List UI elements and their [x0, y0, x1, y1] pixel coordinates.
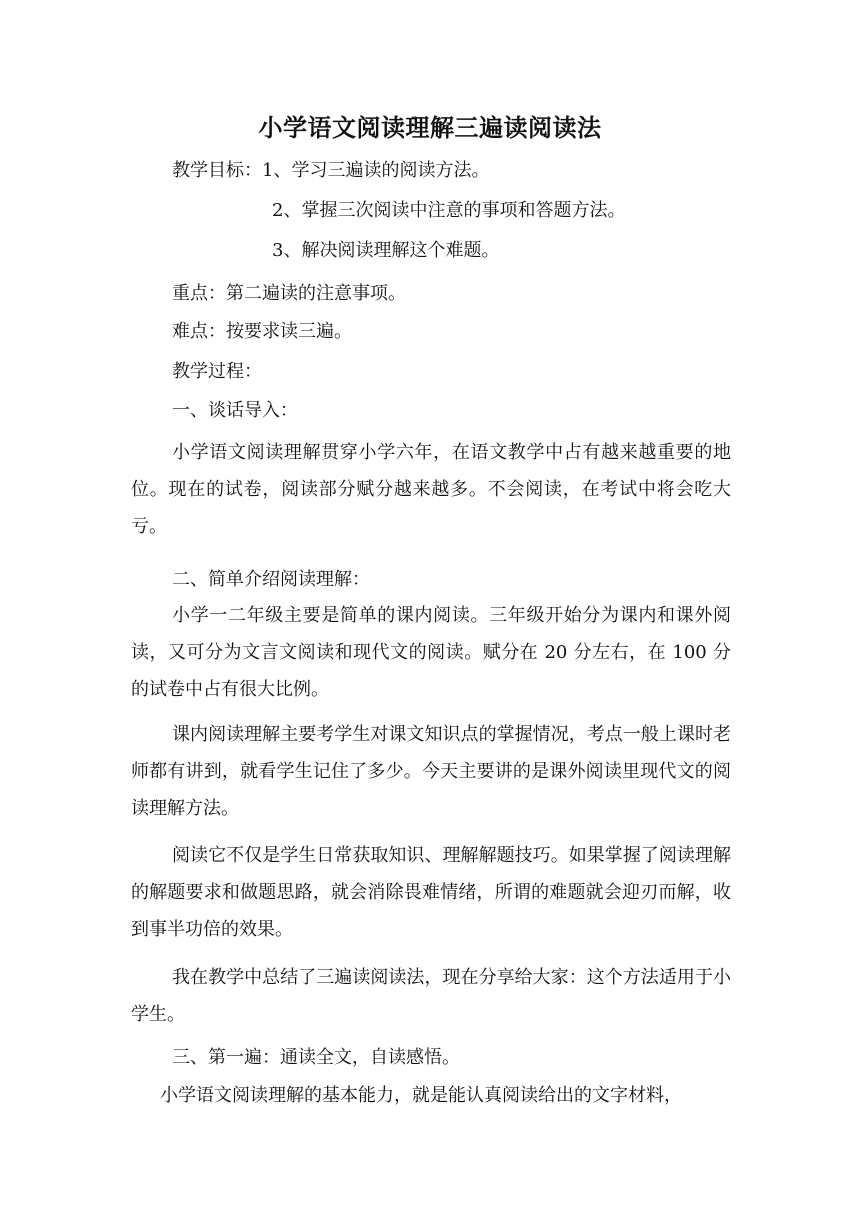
key-point: 重点：第二遍读的注意事项。	[172, 283, 406, 304]
section-2-heading: 二、简单介绍阅读理解：	[172, 569, 370, 590]
section-2-paragraph-4: 我在教学中总结了三遍读阅读法，现在分享给大家：这个方法适用于小学生。	[131, 967, 731, 1025]
difficulty: 难点：按要求读三遍。	[172, 321, 352, 342]
teaching-goal-item-3: 3、解决阅读理解这个难题。	[272, 240, 500, 261]
teaching-goals-label: 教学目标：	[172, 160, 262, 181]
teaching-goals-line	[172, 156, 489, 186]
teaching-goal-item-1: 1、学习三遍读的阅读方法。	[262, 160, 490, 181]
section-3-heading: 三、第一遍：通读全文，自读感悟。	[172, 1047, 460, 1068]
section-2-paragraph-1: 小学一二年级主要是简单的课内阅读。三年级开始分为课内和课外阅读，又可分为文言文阅读和现代文的阅读。赋分在 20 分左右，在 100 分的试卷中占有很大比例。	[131, 605, 731, 700]
process-heading: 教学过程：	[172, 361, 262, 382]
section-3-paragraph: 小学语文阅读理解的基本能力，就是能认真阅读给出的文字材料，	[160, 1085, 682, 1106]
document-title: 小学语文阅读理解三遍读阅读法	[258, 113, 602, 142]
section-2-paragraph-2: 课内阅读理解主要考学生对课文知识点的掌握情况，考点一般上课时老师都有讲到，就看学生记住了多少。今天主要讲的是课外阅读里现代文的阅读理解方法。	[131, 724, 731, 819]
section-2-paragraph-3: 阅读它不仅是学生日常获取知识、理解解题技巧。如果掌握了阅读理解的解题要求和做题思路，就会消除畏难情绪，所谓的难题就会迎刃而解，收到事半功倍的效果。	[131, 845, 731, 940]
section-1-heading: 一、谈话导入：	[172, 400, 298, 421]
teaching-goal-item-2: 2、掌握三次阅读中注意的事项和答题方法。	[272, 200, 626, 221]
section-1-paragraph: 小学语文阅读理解贯穿小学六年，在语文教学中占有越来越重要的地位。现在的试卷，阅读部分赋分越来越多。不会阅读，在考试中将会吃大亏。	[131, 442, 731, 537]
